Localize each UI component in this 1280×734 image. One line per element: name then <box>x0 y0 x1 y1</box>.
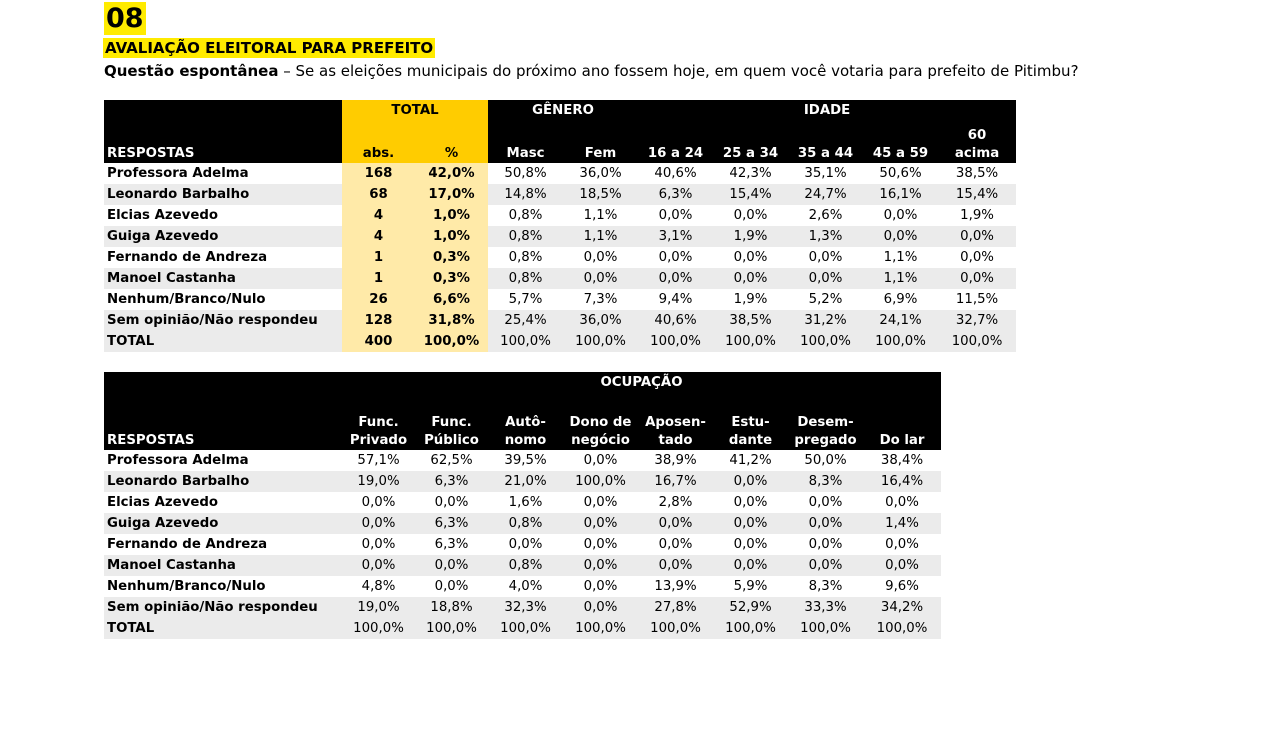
table-cell: 32,7% <box>938 310 1016 331</box>
table-cell: 0,0% <box>583 536 618 552</box>
table-cell: 0,0% <box>808 494 843 510</box>
table-cell: 27,8% <box>638 597 713 618</box>
table-cell: 2,8% <box>658 494 693 510</box>
table-cell: 100,0% <box>638 618 713 639</box>
results-table-total-gender-age <box>104 100 1016 352</box>
row-label: Nenhum/Branco/Nulo <box>107 578 266 594</box>
table-cell: 0,3% <box>415 247 488 268</box>
table-cell: 14,8% <box>488 184 563 205</box>
table-cell: 100,0% <box>415 618 488 639</box>
table-cell: 31,2% <box>788 310 863 331</box>
table-cell: 400 <box>342 331 415 352</box>
table-cell: 100,0% <box>713 618 788 639</box>
table-cell: 0,8% <box>488 513 563 534</box>
group-header-total: TOTAL <box>342 100 488 121</box>
table-cell: 0,0% <box>863 555 941 576</box>
group-header-occupation: OCUPAÇÃO <box>342 372 941 393</box>
row-label: Fernando de Andreza <box>107 536 268 552</box>
table-cell: 0,0% <box>733 536 768 552</box>
header-line-1: Estu- <box>731 415 770 430</box>
table-cell: 100,0% <box>563 471 638 492</box>
table-cell: 9,4% <box>658 291 693 307</box>
table-cell: 0,0% <box>713 471 788 492</box>
table-cell: 0,0% <box>788 513 863 534</box>
column-header-masc: Masc <box>488 121 563 163</box>
table-cell: 38,4% <box>880 452 924 468</box>
column-header-estudante <box>713 393 788 450</box>
table-cell: 0,8% <box>508 249 543 265</box>
table-cell: 35,1% <box>804 165 847 181</box>
table-cell: 6,3% <box>434 536 469 552</box>
table-cell: 0,0% <box>563 513 638 534</box>
column-header-dono-negocio <box>563 393 638 450</box>
table-row <box>104 597 941 618</box>
table-cell: 50,0% <box>804 452 847 468</box>
header-line-2: tado <box>658 433 693 448</box>
table-cell: 42,0% <box>415 163 488 184</box>
table-cell: 16,7% <box>638 471 713 492</box>
table-cell: 0,0% <box>434 578 469 594</box>
table-cell: 1,1% <box>883 249 918 265</box>
question-label: Questão espontânea <box>104 62 279 80</box>
table-cell: 25,4% <box>488 310 563 331</box>
header-line-2: Privado <box>349 433 408 448</box>
table-cell: 1,0% <box>415 205 488 226</box>
row-label: TOTAL <box>104 331 342 352</box>
table-cell: 100,0% <box>488 331 563 352</box>
table-cell: 100,0% <box>938 331 1016 352</box>
table-cell: 6,9% <box>883 291 918 307</box>
group-header-gender: GÊNERO <box>488 100 638 121</box>
table-cell: 50,8% <box>504 165 547 181</box>
table-cell: 0,0% <box>713 268 788 289</box>
table-cell: 18,5% <box>563 184 638 205</box>
table-cell: 100,0% <box>713 331 788 352</box>
table-row <box>104 247 1016 268</box>
header-line-1: Aposen- <box>645 415 706 430</box>
table-cell: 9,6% <box>885 578 919 594</box>
table-cell: 39,5% <box>504 452 547 468</box>
table-cell: 0,0% <box>658 249 693 265</box>
table-cell: 0,0% <box>361 494 396 510</box>
group-header-age: IDADE <box>638 100 1016 121</box>
table-cell: 3,1% <box>638 226 713 247</box>
table-row <box>104 310 1016 331</box>
table-cell: 57,1% <box>357 452 400 468</box>
table-row <box>104 513 941 534</box>
row-label: Leonardo Barbalho <box>104 471 342 492</box>
table-cell: 1,6% <box>508 494 543 510</box>
table-cell: 13,9% <box>654 578 697 594</box>
table-cell: 1,0% <box>415 226 488 247</box>
row-label: Sem opinião/Não respondeu <box>104 597 342 618</box>
table-cell: 1,9% <box>733 291 768 307</box>
table-cell: 100,0% <box>563 331 638 352</box>
table-cell: 5,9% <box>733 578 768 594</box>
table-cell: 0,0% <box>938 268 1016 289</box>
section-title: AVALIAÇÃO ELEITORAL PARA PREFEITO <box>105 39 434 57</box>
table-cell: 24,7% <box>788 184 863 205</box>
row-label: Sem opinião/Não respondeu <box>104 310 342 331</box>
column-header-pct: % <box>415 121 488 163</box>
table-cell: 0,0% <box>885 494 919 510</box>
table-cell: 100,0% <box>415 331 488 352</box>
column-header-age-45-59: 45 a 59 <box>863 121 938 163</box>
table-cell: 0,8% <box>508 207 543 223</box>
column-header-fem: Fem <box>563 121 638 163</box>
table-cell: 0,8% <box>488 268 563 289</box>
table-cell: 100,0% <box>638 331 713 352</box>
table-cell: 100,0% <box>788 331 863 352</box>
header-line-1: Desem- <box>797 415 854 430</box>
column-header-autonomo <box>488 393 563 450</box>
table-cell: 128 <box>342 310 415 331</box>
table-cell: 168 <box>342 163 415 184</box>
table-cell: 0,0% <box>583 578 618 594</box>
table-cell: 21,0% <box>488 471 563 492</box>
table-cell: 7,3% <box>583 291 618 307</box>
table-cell: 0,0% <box>583 494 618 510</box>
table-row <box>104 471 941 492</box>
row-label: Manoel Castanha <box>104 268 342 289</box>
table-row <box>104 205 1016 226</box>
header-line-1: 60 <box>967 128 987 143</box>
header-line-1: Func. <box>358 415 399 430</box>
table-cell: 0,0% <box>863 226 938 247</box>
row-label: Guiga Azevedo <box>104 226 342 247</box>
table-cell: 16,1% <box>863 184 938 205</box>
table-cell: 15,4% <box>938 184 1016 205</box>
table-cell: 0,3% <box>415 268 488 289</box>
table-cell: 6,3% <box>415 471 488 492</box>
table-row <box>104 618 941 639</box>
table-cell: 26 <box>342 289 415 310</box>
table-cell: 4 <box>342 205 415 226</box>
column-header-respostas: RESPOSTAS <box>104 393 342 450</box>
table-row <box>104 576 941 597</box>
table-cell: 100,0% <box>788 618 863 639</box>
header-line-2: pregado <box>794 433 857 448</box>
question-text <box>104 60 1079 82</box>
table-cell: 0,0% <box>361 536 396 552</box>
table-cell: 0,0% <box>638 513 713 534</box>
header-blank <box>104 100 342 121</box>
table-cell: 1 <box>342 268 415 289</box>
header-line-1: Autô- <box>505 415 546 430</box>
table-cell: 0,0% <box>658 207 693 223</box>
table-row <box>104 184 1016 205</box>
table-cell: 0,0% <box>434 494 469 510</box>
row-label: Elcias Azevedo <box>107 494 218 510</box>
table-cell: 0,8% <box>488 226 563 247</box>
table-cell: 0,0% <box>563 268 638 289</box>
table-cell: 1,3% <box>788 226 863 247</box>
table-cell: 62,5% <box>430 452 473 468</box>
results-table-occupation <box>104 372 941 639</box>
table-cell: 5,7% <box>508 291 543 307</box>
table-cell: 100,0% <box>488 618 563 639</box>
table-cell: 1 <box>342 247 415 268</box>
table-cell: 100,0% <box>563 618 638 639</box>
table-cell: 0,0% <box>638 555 713 576</box>
table-cell: 33,3% <box>788 597 863 618</box>
header-line-1: Func. <box>431 415 472 430</box>
table-cell: 31,8% <box>415 310 488 331</box>
table-cell: 0,0% <box>885 536 919 552</box>
table-cell: 8,3% <box>788 471 863 492</box>
table-cell: 0,0% <box>415 555 488 576</box>
table-cell: 100,0% <box>342 618 415 639</box>
table-cell: 6,6% <box>415 289 488 310</box>
column-header-abs: abs. <box>342 121 415 163</box>
table-row <box>104 268 1016 289</box>
table-cell: 38,5% <box>713 310 788 331</box>
table-cell: 0,0% <box>808 536 843 552</box>
table-cell: 0,0% <box>563 597 638 618</box>
column-header-respostas: RESPOSTAS <box>104 121 342 163</box>
header-line-2: negócio <box>571 433 630 448</box>
row-label: Guiga Azevedo <box>104 513 342 534</box>
table-cell: 16,4% <box>863 471 941 492</box>
table-cell: 52,9% <box>713 597 788 618</box>
column-header-desempregado <box>788 393 863 450</box>
table-cell: 38,9% <box>654 452 697 468</box>
table-cell: 19,0% <box>342 597 415 618</box>
column-header-age-60-plus <box>938 121 1016 163</box>
table-cell: 0,8% <box>488 555 563 576</box>
header-line-2: acima <box>954 146 1000 161</box>
table-cell: 40,6% <box>654 165 697 181</box>
table-cell: 1,9% <box>960 207 994 223</box>
row-label: Manoel Castanha <box>104 555 342 576</box>
table-cell: 68 <box>342 184 415 205</box>
table-cell: 24,1% <box>863 310 938 331</box>
table-cell: 0,0% <box>960 249 994 265</box>
table-cell: 0,0% <box>733 207 768 223</box>
table-cell: 0,0% <box>788 268 863 289</box>
row-label: Professora Adelma <box>107 165 249 181</box>
table-cell: 8,3% <box>808 578 843 594</box>
table-row <box>104 492 941 513</box>
table-cell: 6,3% <box>638 184 713 205</box>
table-cell: 17,0% <box>415 184 488 205</box>
header-line-1: Dono de <box>569 415 632 430</box>
header-line-2: Público <box>424 433 479 448</box>
table-cell: 2,6% <box>808 207 843 223</box>
row-label: Nenhum/Branco/Nulo <box>107 291 266 307</box>
table-cell: 0,0% <box>938 226 1016 247</box>
header-line-2: dante <box>728 433 773 448</box>
table-cell: 0,0% <box>638 268 713 289</box>
table-cell: 36,0% <box>563 310 638 331</box>
table-cell: 0,0% <box>733 249 768 265</box>
row-label: TOTAL <box>104 618 342 639</box>
table-cell: 0,0% <box>583 452 618 468</box>
table-cell: 0,0% <box>788 555 863 576</box>
table-cell: 0,0% <box>808 249 843 265</box>
table-cell: 34,2% <box>863 597 941 618</box>
table-cell: 0,0% <box>508 536 543 552</box>
table-cell: 4,8% <box>361 578 396 594</box>
table-cell: 0,0% <box>713 513 788 534</box>
row-label: Fernando de Andreza <box>107 249 268 265</box>
table-cell: 18,8% <box>415 597 488 618</box>
table-cell: 0,0% <box>583 249 618 265</box>
table-row <box>104 163 1016 184</box>
table-cell: 0,0% <box>342 513 415 534</box>
column-header-func-privado <box>342 393 415 450</box>
header-blank <box>104 372 342 393</box>
header-line-2: nomo <box>504 433 547 448</box>
table-row <box>104 450 941 471</box>
table-cell: 36,0% <box>579 165 622 181</box>
column-header-aposentado <box>638 393 713 450</box>
table-row <box>104 534 941 555</box>
table-cell: 42,3% <box>729 165 772 181</box>
table-cell: 1,1% <box>863 268 938 289</box>
table-cell: 0,0% <box>883 207 918 223</box>
table-cell: 6,3% <box>415 513 488 534</box>
table-row <box>104 226 1016 247</box>
row-label: Leonardo Barbalho <box>104 184 342 205</box>
table-cell: 0,0% <box>658 536 693 552</box>
row-label: Professora Adelma <box>107 452 249 468</box>
table-cell: 4 <box>342 226 415 247</box>
table-cell: 0,0% <box>733 494 768 510</box>
table-row <box>104 289 1016 310</box>
table-cell: 40,6% <box>638 310 713 331</box>
column-header-age-35-44: 35 a 44 <box>788 121 863 163</box>
table-cell: 41,2% <box>729 452 772 468</box>
table-cell: 4,0% <box>508 578 543 594</box>
column-header-age-16-24: 16 a 24 <box>638 121 713 163</box>
table-cell: 0,0% <box>342 555 415 576</box>
question-body: – Se as eleições municipais do próximo ano fossem hoje, em quem você votaria para prefeito de Pitimbu? <box>278 62 1079 80</box>
column-header-func-publico <box>415 393 488 450</box>
table-row <box>104 331 1016 352</box>
table-cell: 19,0% <box>342 471 415 492</box>
table-cell: 100,0% <box>863 618 941 639</box>
table-cell: 38,5% <box>955 165 999 181</box>
column-header-age-25-34: 25 a 34 <box>713 121 788 163</box>
table-cell: 0,0% <box>713 555 788 576</box>
table-row <box>104 555 941 576</box>
table-cell: 100,0% <box>863 331 938 352</box>
column-header-do-lar: Do lar <box>863 393 941 450</box>
table-cell: 1,9% <box>713 226 788 247</box>
table-cell: 1,4% <box>863 513 941 534</box>
table-cell: 1,1% <box>563 226 638 247</box>
table-cell: 32,3% <box>488 597 563 618</box>
table-cell: 5,2% <box>808 291 843 307</box>
table-cell: 11,5% <box>955 291 999 307</box>
table-cell: 1,1% <box>583 207 618 223</box>
table-cell: 50,6% <box>879 165 922 181</box>
section-number: 08 <box>106 3 144 34</box>
row-label: Elcias Azevedo <box>107 207 218 223</box>
table-cell: 15,4% <box>713 184 788 205</box>
table-cell: 0,0% <box>563 555 638 576</box>
